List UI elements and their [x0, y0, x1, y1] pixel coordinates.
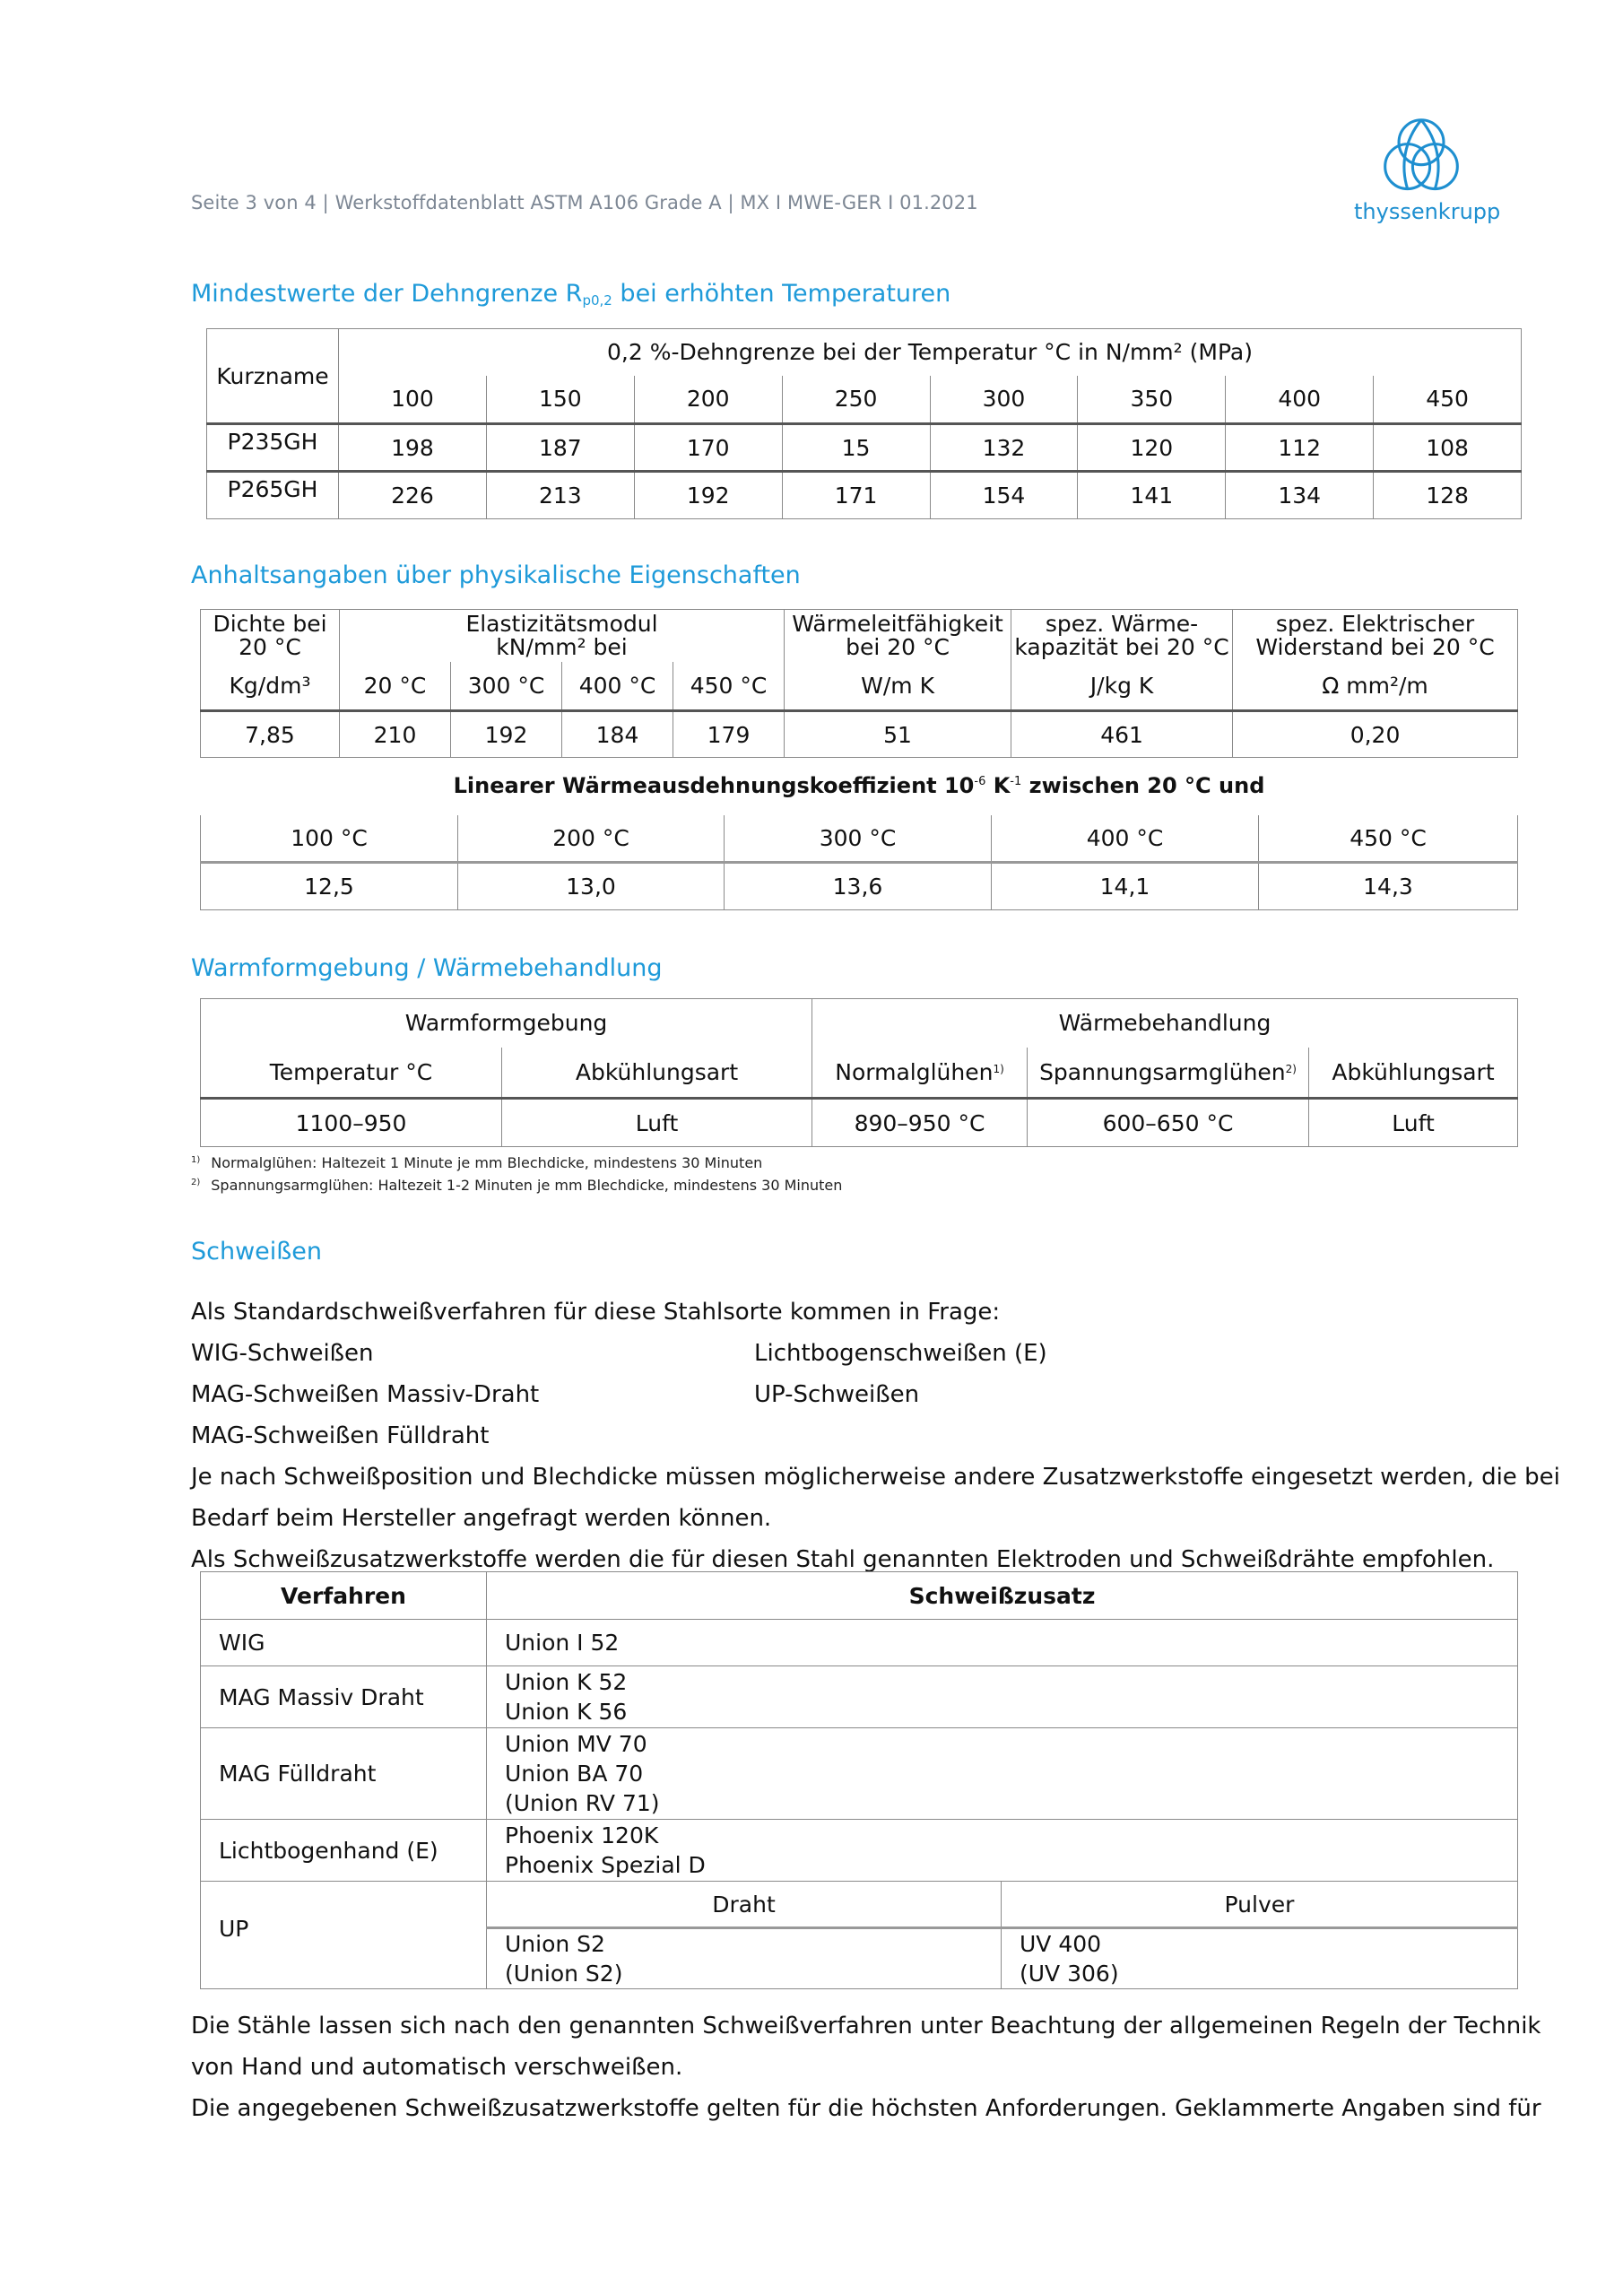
paragraph: Die angegebenen Schweißzusatzwerkstoffe gelten für die höchsten Anforderungen. Geklammerte Angaben sind für	[191, 2095, 1541, 2122]
emod-value: 179	[673, 711, 785, 758]
stress-relief-temperature: 600–650 °C	[1028, 1099, 1309, 1147]
temp-header: 200	[634, 376, 782, 424]
cell-value: 120	[1078, 424, 1226, 472]
cell-value: 213	[486, 472, 634, 519]
col-header-filler: Schweißzusatz	[487, 1572, 1518, 1620]
heatcap-unit: J/kg K	[1011, 662, 1233, 711]
col-header-kurzname: Kurzname	[207, 329, 339, 424]
welding-process: WIG	[201, 1620, 487, 1666]
section-title-forming: Warmformgebung / Wärmebehandlung	[191, 954, 663, 982]
welding-filler-table	[200, 1571, 1518, 1989]
cell-value: 198	[339, 424, 487, 472]
table-row	[201, 1882, 1518, 1928]
physical-properties-table	[200, 609, 1518, 758]
expansion-value: 14,3	[1259, 862, 1518, 909]
thyssenkrupp-rings-icon	[1378, 115, 1464, 201]
yield-strength-table	[206, 328, 1522, 519]
cell-value: 141	[1078, 472, 1226, 519]
welding-method: Lichtbogenschweißen (E)	[754, 1340, 1047, 1367]
cell-value: 128	[1374, 472, 1522, 519]
temp-header: 300	[930, 376, 1078, 424]
emod-value: 210	[340, 711, 451, 758]
col-header-normalizing: Normalglühen$^{1)}$	[812, 1048, 1028, 1099]
expansion-value: 13,6	[725, 862, 992, 909]
expansion-temp: 200 °C	[458, 815, 725, 862]
paragraph: Als Schweißzusatzwerkstoffe werden die für diesen Stahl genannten Elektroden und Schweißdrähte empfohlen.	[191, 1546, 1495, 1573]
group-header-heat-treatment: Wärmebehandlung	[812, 999, 1518, 1048]
temp-header: 150	[486, 376, 634, 424]
footnote: $^{1)}$ Normalglühen: Haltezeit 1 Minute je mm Blechdicke, mindestens 30 Minuten	[191, 1154, 763, 1171]
emod-temp: 300 °C	[451, 662, 562, 711]
col-header-cooling: Abkühlungsart	[502, 1048, 812, 1099]
emod-temp: 20 °C	[340, 662, 451, 711]
cell-value: 112	[1226, 424, 1374, 472]
density-value: 7,85	[201, 711, 340, 758]
emod-value: 192	[451, 711, 562, 758]
table-row	[201, 711, 1518, 758]
cell-value: 154	[930, 472, 1078, 519]
logo-wordmark: thyssenkrupp	[1354, 199, 1501, 224]
cell-value: 170	[634, 424, 782, 472]
table-row	[201, 1666, 1518, 1728]
table-row	[201, 1620, 1518, 1666]
paragraph: Bedarf beim Hersteller angefragt werden können.	[191, 1505, 772, 1532]
welding-method: WIG-Schweißen	[191, 1340, 374, 1367]
footnote: $^{2)}$ Spannungsarmglühen: Haltezeit 1-2 Minuten je mm Blechdicke, mindestens 30 Minuten	[191, 1177, 843, 1194]
density-unit: Kg/dm³	[201, 662, 340, 711]
wire-list: Union S2 (Union S2)	[487, 1928, 1002, 1989]
expansion-title: Linearer Wärmeausdehnungskoeffizient $10^{-6}$ $K^{-1}$ zwischen 20 °C und	[453, 773, 1265, 798]
paragraph: von Hand und automatisch verschweißen.	[191, 2054, 683, 2081]
table-row	[201, 1728, 1518, 1820]
conductivity-header: Wärmeleitfähigkeit bei 20 °C	[785, 610, 1011, 662]
table-row	[207, 472, 1522, 519]
table-row	[207, 424, 1522, 472]
resistivity-value: 0,20	[1233, 711, 1518, 758]
col-header-wire: Draht	[487, 1882, 1002, 1928]
cell-value: 134	[1226, 472, 1374, 519]
cell-value: 171	[782, 472, 930, 519]
cell-value: 108	[1374, 424, 1522, 472]
expansion-value: 14,1	[992, 862, 1259, 909]
welding-process: UP	[201, 1882, 487, 1989]
group-header-forming: Warmformgebung	[201, 999, 812, 1048]
filler-list: Phoenix 120K Phoenix Spezial D	[487, 1820, 1518, 1882]
table-row	[201, 1099, 1518, 1147]
forming-heat-treatment-table	[200, 998, 1518, 1147]
heatcap-header: spez. Wärme- kapazität bei 20 °C	[1011, 610, 1233, 662]
emod-header: Elastizitätsmodul kN/mm² bei	[340, 610, 785, 662]
col-header-stress-relief: Spannungsarmglühen$^{2)}$	[1028, 1048, 1309, 1099]
heat-treatment-cooling: Luft	[1309, 1099, 1518, 1147]
conductivity-value: 51	[785, 711, 1011, 758]
powder-list: UV 400 (UV 306)	[1002, 1928, 1518, 1989]
temp-header: 400	[1226, 376, 1374, 424]
paragraph: Je nach Schweißposition und Blechdicke müssen möglicherweise andere Zusatzwerkstoffe eingesetzt werden, die bei	[191, 1464, 1560, 1491]
conductivity-unit: W/m K	[785, 662, 1011, 711]
steel-name: P235GH	[207, 424, 339, 472]
expansion-value: 12,5	[201, 862, 458, 909]
temp-header: 100	[339, 376, 487, 424]
filler-list: Union I 52	[487, 1620, 1518, 1666]
filler-list: Union K 52 Union K 56	[487, 1666, 1518, 1728]
section-title-welding: Schweißen	[191, 1238, 323, 1265]
paragraph: Die Stähle lassen sich nach den genannten Schweißverfahren unter Beachtung der allgemeinen Regeln der Technik	[191, 2013, 1541, 2039]
section-title-yield-strength: Mindestwerte der Dehngrenze $R_{p0,2}$ bei erhöhten Temperaturen	[191, 280, 951, 309]
forming-temperature: 1100–950	[201, 1099, 502, 1147]
filler-list: Union MV 70 Union BA 70 (Union RV 71)	[487, 1728, 1518, 1820]
temp-header: 250	[782, 376, 930, 424]
welding-process: MAG Fülldraht	[201, 1728, 487, 1820]
table-row	[201, 862, 1518, 909]
temp-header: 450	[1374, 376, 1522, 424]
expansion-value: 13,0	[458, 862, 725, 909]
cell-value: 226	[339, 472, 487, 519]
thermal-expansion-table	[200, 815, 1518, 910]
resistivity-unit: Ω mm²/m	[1233, 662, 1518, 711]
col-header-method: Verfahren	[201, 1572, 487, 1620]
emod-temp: 450 °C	[673, 662, 785, 711]
normalizing-temperature: 890–950 °C	[812, 1099, 1028, 1147]
welding-method: UP-Schweißen	[754, 1381, 920, 1408]
cell-value: 132	[930, 424, 1078, 472]
table-row	[201, 1820, 1518, 1882]
density-header: Dichte bei 20 °C	[201, 610, 340, 662]
forming-cooling: Luft	[502, 1099, 812, 1147]
welding-process: MAG Massiv Draht	[201, 1666, 487, 1728]
col-header-powder: Pulver	[1002, 1882, 1518, 1928]
expansion-temp: 450 °C	[1259, 815, 1518, 862]
cell-value: 192	[634, 472, 782, 519]
expansion-temp: 400 °C	[992, 815, 1259, 862]
emod-value: 184	[562, 711, 673, 758]
temp-header: 350	[1078, 376, 1226, 424]
col-header-cooling: Abkühlungsart	[1309, 1048, 1518, 1099]
cell-value: 15	[782, 424, 930, 472]
welding-method: MAG-Schweißen Massiv-Draht	[191, 1381, 540, 1408]
welding-method: MAG-Schweißen Fülldraht	[191, 1422, 490, 1449]
section-title-physical: Anhaltsangaben über physikalische Eigenschaften	[191, 561, 801, 589]
heatcap-value: 461	[1011, 711, 1233, 758]
resistivity-header: spez. Elektrischer Widerstand bei 20 °C	[1233, 610, 1518, 662]
col-header-temperature: Temperatur °C	[201, 1048, 502, 1099]
expansion-temp: 100 °C	[201, 815, 458, 862]
welding-intro: Als Standardschweißverfahren für diese Stahlsorte kommen in Frage:	[191, 1299, 1001, 1326]
welding-process: Lichtbogenhand (E)	[201, 1820, 487, 1882]
emod-temp: 400 °C	[562, 662, 673, 711]
group-header-yield: 0,2 %-Dehngrenze bei der Temperatur °C in N/mm² (MPa)	[339, 329, 1522, 376]
expansion-temp: 300 °C	[725, 815, 992, 862]
thyssenkrupp-logo	[1354, 115, 1501, 231]
steel-name: P265GH	[207, 472, 339, 519]
page-header: Seite 3 von 4 | Werkstoffdatenblatt ASTM A106 Grade A | MX I MWE-GER I 01.2021	[191, 192, 978, 213]
cell-value: 187	[486, 424, 634, 472]
